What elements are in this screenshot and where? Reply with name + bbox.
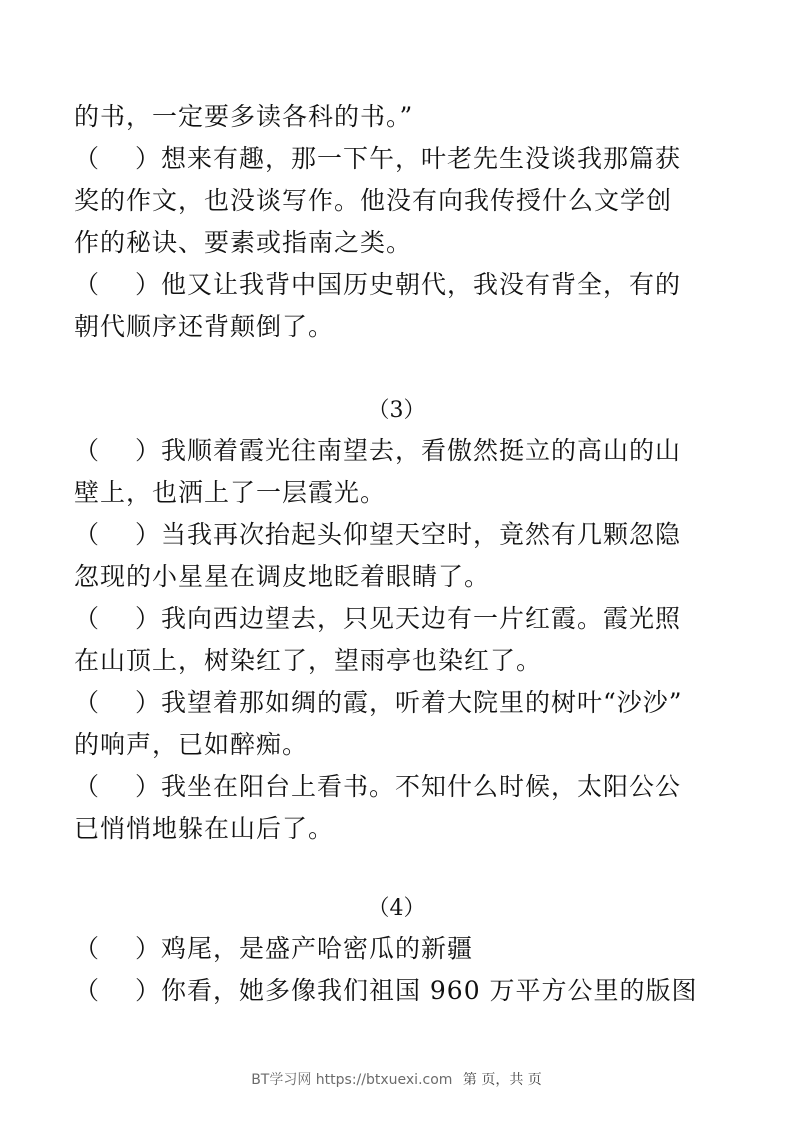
text-line: 的响声，已如醉痴。 [74, 730, 309, 759]
text-line: 壁上，也洒上了一层霞光。 [74, 478, 387, 507]
text-line: 作的秘诀、要素或指南之类。 [74, 228, 413, 257]
page-footer [0, 1070, 793, 1090]
text-line: 朝代顺序还背颠倒了。 [74, 312, 335, 341]
question-item: （ ）他又让我背中国历史朝代，我没有背全，有的 [74, 270, 681, 299]
question-item: （ ）鸡尾，是盛产哈密瓜的新疆 [74, 934, 473, 963]
question-item: （ ）我坐在阳台上看书。不知什么时候，太阳公公 [74, 772, 681, 801]
question-item: （ ）我望着那如绸的霞，听着大院里的树叶“沙沙” [74, 688, 683, 717]
text-line: 在山顶上，树染红了，望雨亭也染红了。 [74, 646, 543, 675]
text-line: 已悄悄地躲在山后了。 [74, 814, 335, 843]
question-item: （ ）想来有趣，那一下午，叶老先生没谈我那篇获 [74, 144, 681, 173]
watermark: BT学习网 https://btxuexi.com [251, 1072, 453, 1088]
section-heading-4: （4） [367, 896, 426, 921]
section-heading-3: （3） [367, 398, 426, 423]
question-item: （ ）你看，她多像我们祖国 960 万平方公里的版图 [74, 976, 698, 1005]
page-number: 第 页，共 页 [462, 1072, 542, 1088]
question-item: （ ）当我再次抬起头仰望天空时，竟然有几颗忽隐 [74, 520, 681, 549]
text-line: 奖的作文，也没谈写作。他没有向我传授什么文学创 [74, 186, 673, 215]
question-item: （ ）我顺着霞光往南望去，看傲然挺立的高山的山 [74, 436, 681, 465]
text-line: 忽现的小星星在调皮地眨着眼睛了。 [74, 562, 491, 591]
text-line: 的书，一定要多读各科的书。” [74, 102, 414, 131]
question-item: （ ）我向西边望去，只见天边有一片红霞。霞光照 [74, 604, 681, 633]
